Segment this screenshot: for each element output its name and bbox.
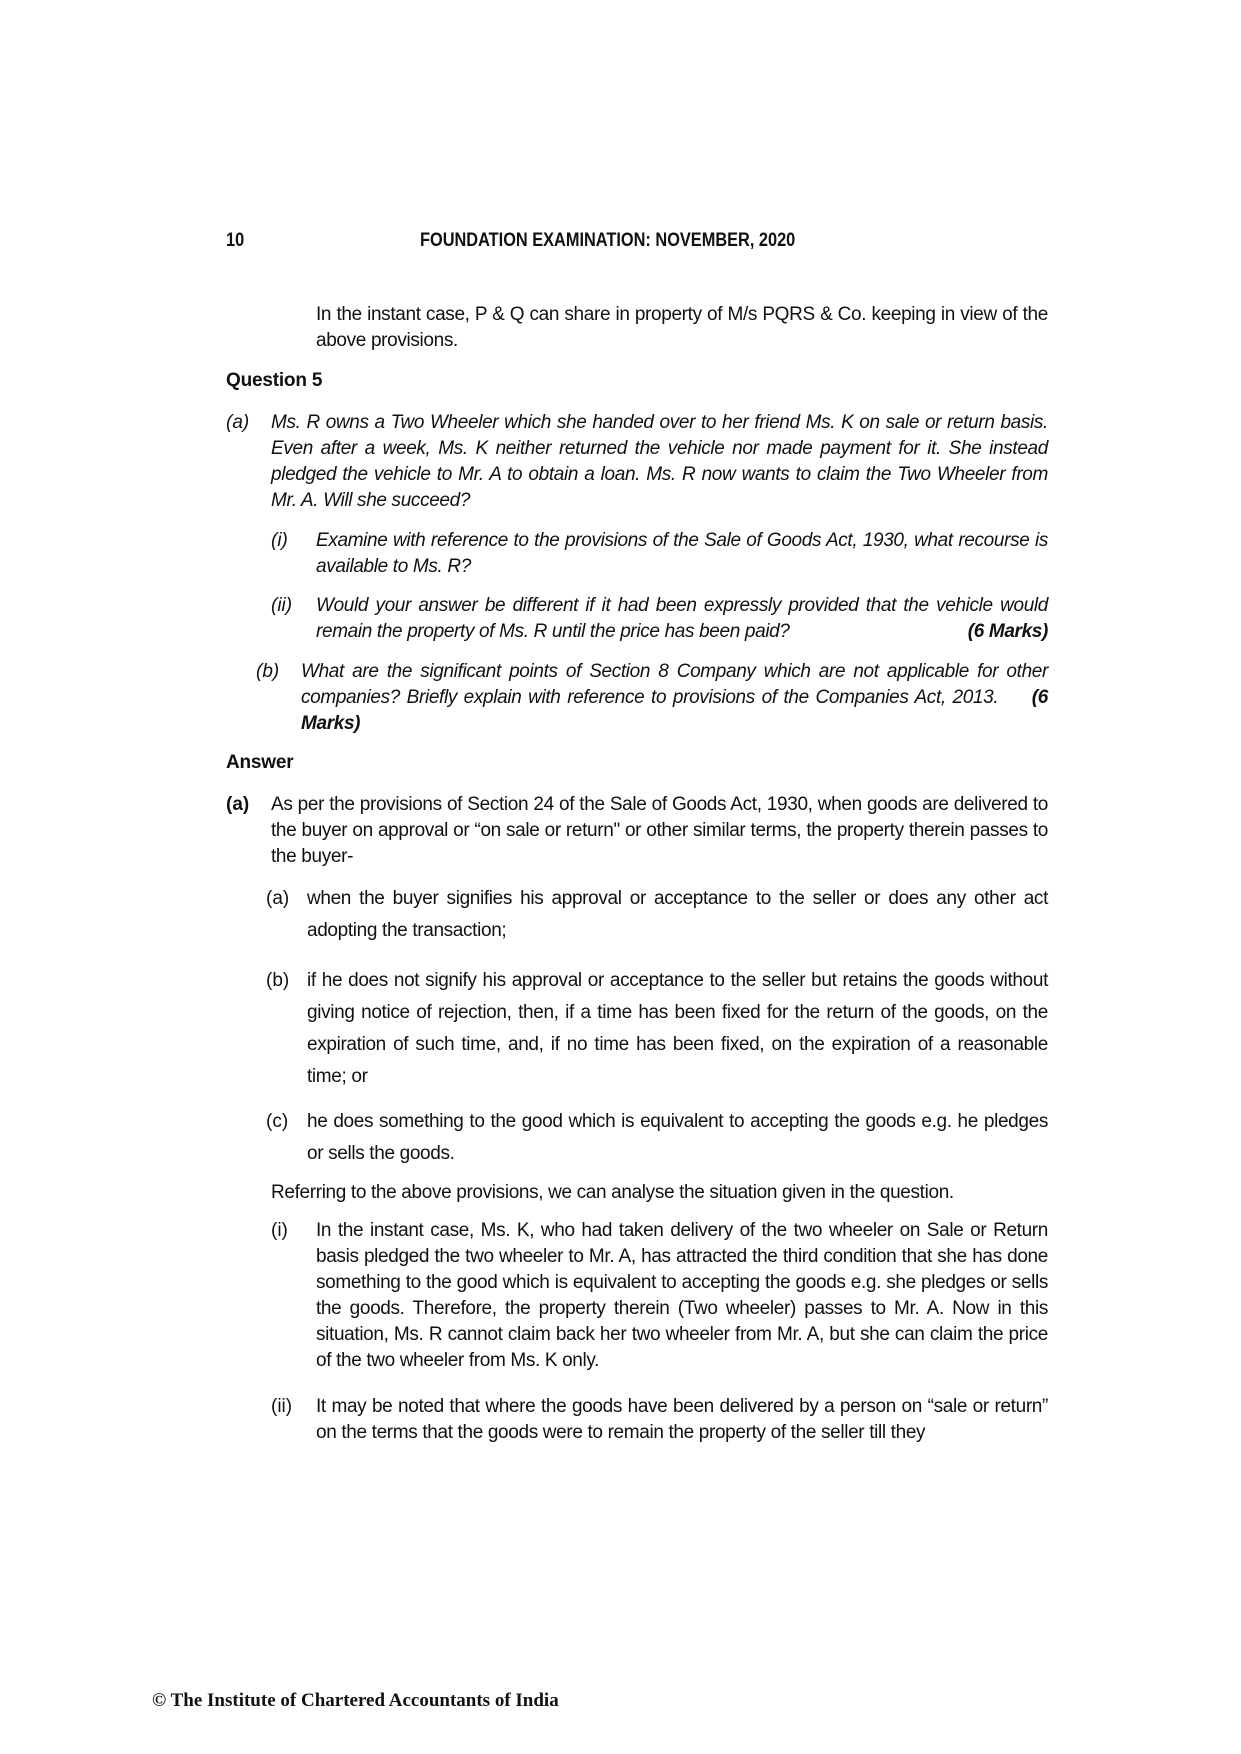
question-sub-i-label: (i) bbox=[271, 530, 288, 551]
intro-paragraph: In the instant case, P & Q can share in property of M/s PQRS & Co. keeping in view of the above provisions. bbox=[316, 304, 1048, 351]
answer-point-ii-text: It may be noted that where the goods have been delivered by a person on “sale or return” on the terms that the goods were to remain the property of the seller till they bbox=[316, 1396, 1048, 1443]
answer-heading: Answer bbox=[226, 752, 294, 773]
question-sub-i-text: Examine with reference to the provisions of the Sale of Goods Act, 1930, what recourse is available to Ms. R? bbox=[316, 530, 1048, 577]
answer-a-label: (a) bbox=[226, 794, 250, 815]
question-heading: Question 5 bbox=[226, 370, 323, 391]
answer-item-c-label: (c) bbox=[266, 1111, 289, 1132]
answer-point-ii-label: (ii) bbox=[271, 1396, 293, 1417]
answer-point-i-label: (i) bbox=[271, 1220, 288, 1241]
answer-item-b-label: (b) bbox=[266, 970, 290, 991]
question-sub-ii-text: Would your answer be different if it had been expressly provided that the vehicle would remain the property of Ms. R until the price has been paid? bbox=[316, 595, 1048, 642]
question-sub-ii-marks: (6 Marks) bbox=[967, 621, 1048, 642]
answer-item-a-text: when the buyer signifies his approval or acceptance to the seller or does any other act adopting the transaction; bbox=[307, 888, 1048, 941]
question-sub-ii-block bbox=[316, 593, 1048, 645]
answer-item-a-label: (a) bbox=[266, 888, 290, 909]
question-b-marks: (6 Marks) bbox=[301, 687, 1048, 734]
question-b-label: (b) bbox=[256, 661, 280, 682]
answer-item-c-text: he does something to the good which is equivalent to accepting the goods e.g. he pledges or sells the goods. bbox=[307, 1111, 1048, 1164]
answer-referring-text: Referring to the above provisions, we can analyse the situation given in the question. bbox=[271, 1182, 954, 1203]
page-header-title: FOUNDATION EXAMINATION: NOVEMBER, 2020 bbox=[420, 230, 796, 251]
answer-item-b-text: if he does not signify his approval or acceptance to the seller but retains the goods without giving notice of rejection, then, if a time has been fixed for the return of the goods, on the expiration of such time, and, if no time has been fixed, on the expiration of a reasonable time; or bbox=[307, 970, 1048, 1087]
question-b-text: What are the significant points of Section 8 Company which are not applicable for other companies? Briefly explain with reference to provisions of the Companies Act, 2013. bbox=[301, 661, 1048, 708]
question-sub-ii-label: (ii) bbox=[271, 595, 293, 616]
page-number: 10 bbox=[226, 230, 245, 251]
answer-point-i-text: In the instant case, Ms. K, who had taken delivery of the two wheeler on Sale or Return basis pledged the two wheeler to Mr. A, has attracted the third condition that she has done something to the good which is equivalent to accepting the goods e.g. she pledges or sells the goods. Therefore, the property therein (Two wheeler) passes to Mr. A. Now in this situation, Ms. R cannot claim back her two wheeler from Mr. A, but she can claim the price of the two wheeler from Ms. K only. bbox=[316, 1220, 1048, 1371]
question-a-label: (a) bbox=[226, 412, 250, 433]
question-b-block bbox=[301, 659, 1048, 737]
question-a-text: Ms. R owns a Two Wheeler which she handed over to her friend Ms. K on sale or return basis. Even after a week, Ms. K neither returned the vehicle nor made payment for it. She instead pledged the vehicle to Mr. A to obtain a loan. Ms. R now wants to claim the Two Wheeler from Mr. A. Will she succeed? bbox=[271, 412, 1048, 511]
copyright-footer: © The Institute of Chartered Accountants of India bbox=[152, 1690, 559, 1711]
answer-a-text: As per the provisions of Section 24 of the Sale of Goods Act, 1930, when goods are delivered to the buyer on approval or “on sale or return" or other similar terms, the property therein passes to the buyer- bbox=[271, 794, 1048, 867]
